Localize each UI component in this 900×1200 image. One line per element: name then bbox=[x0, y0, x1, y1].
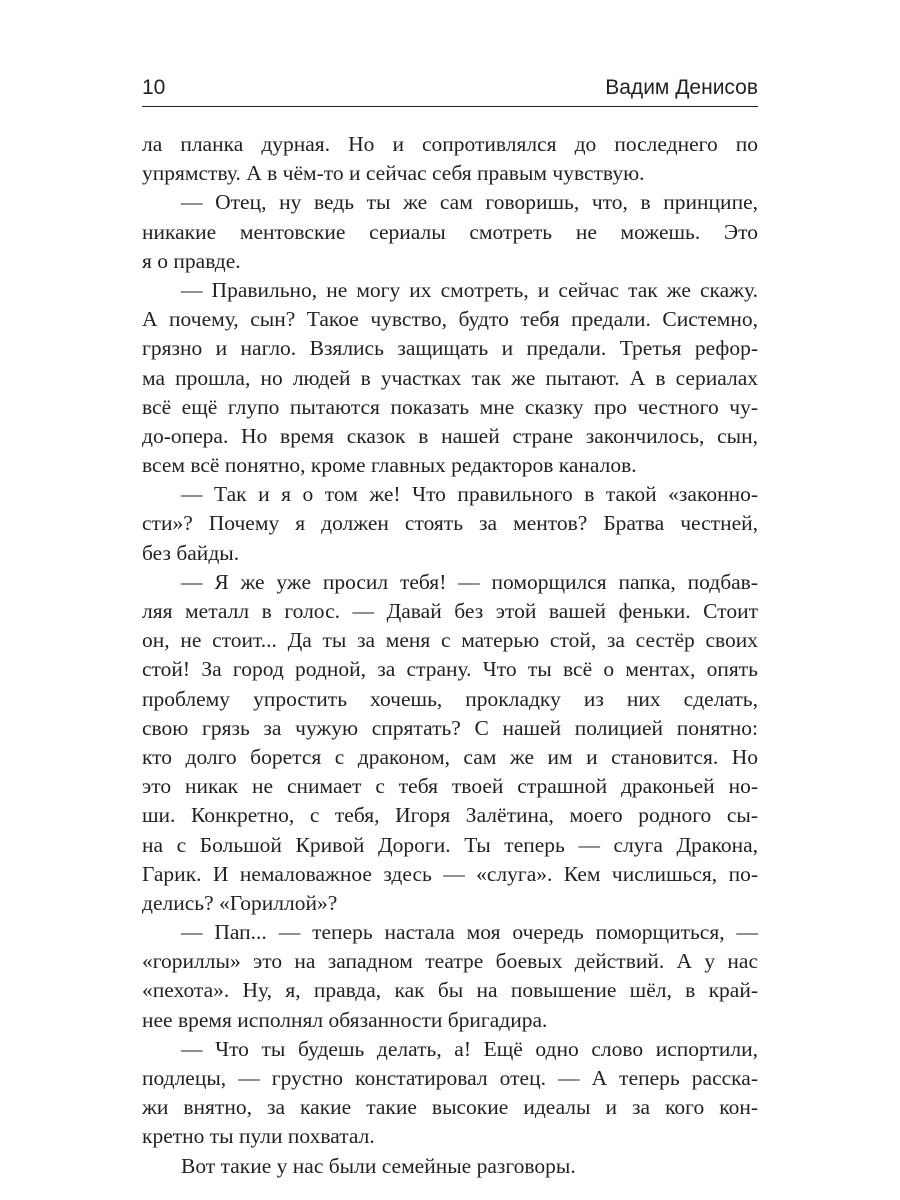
text-line: А почему, сын? Такое чувство, будто тебя предали. Системно, bbox=[142, 307, 758, 332]
text-line: ма прошла, но людей в участках так же пытают. А в сериалах bbox=[142, 365, 758, 390]
text-line: ляя металл в голос. — Давай без этой вашей феньки. Стоит bbox=[142, 599, 758, 623]
text-line: он, не стоит... Да ты за меня с матерью стой, за сестёр своих bbox=[142, 628, 758, 653]
text-line: подлецы, — грустно констатировал отец. — А теперь расска- bbox=[142, 1066, 758, 1090]
running-header bbox=[142, 72, 758, 107]
text-line: проблему упростить хочешь, прокладку из них сделать, bbox=[142, 686, 758, 711]
text-line: ла планка дурная. Но и сопротивлялся до последнего по bbox=[142, 132, 758, 156]
text-line: — Так и я о том же! Что правильного в такой «законно- bbox=[181, 482, 758, 507]
text-line: жи внятно, за какие такие высокие идеалы и за кого кон- bbox=[142, 1095, 758, 1120]
text-line: «пехота». Ну, я, правда, как бы на повышение шёл, в край- bbox=[142, 978, 758, 1003]
text-line: — Что ты будешь делать, а! Ещё одно слово испортили, bbox=[181, 1036, 758, 1061]
text-line: ши. Конкретно, с тебя, Игоря Залётина, моего родного сы- bbox=[142, 803, 758, 828]
text-line: стой! За город родной, за страну. Что ты всё о ментах, опять bbox=[142, 657, 758, 682]
text-line: — Я же уже просил тебя! — поморщился папка, подбав- bbox=[181, 569, 758, 594]
text-line: Вот такие у нас были семейные разговоры. bbox=[181, 1153, 576, 1178]
text-line: — Правильно, не могу их смотреть, и сейчас так же скажу. bbox=[181, 277, 758, 302]
text-line: это никак не снимает с тебя твоей страшной драконьей но- bbox=[142, 774, 758, 799]
text-line: всем всё понятно, кроме главных редакторов каналов. bbox=[142, 453, 637, 478]
text-line: упрямству. А в чём-то и сейчас себя правым чувствую. bbox=[142, 161, 645, 186]
text-line: всё ещё глупо пытаются показать мне сказку про честного чу- bbox=[142, 394, 758, 419]
text-line: сти»? Почему я должен стоять за ментов? Братва честней, bbox=[142, 511, 758, 536]
text-line: «гориллы» это на западном театре боевых действий. А у нас bbox=[142, 949, 758, 974]
author-name: Вадим Денисов bbox=[605, 76, 758, 99]
text-line: на с Большой Кривой Дороги. Ты теперь — слуга Дракона, bbox=[142, 832, 758, 857]
text-line: — Отец, ну ведь ты же сам говоришь, что, в принципе, bbox=[181, 190, 758, 215]
text-line: свою грязь за чужую спрятать? С нашей полицией понятно: bbox=[142, 715, 758, 740]
text-line: кретно ты пули похватал. bbox=[142, 1124, 375, 1149]
text-line: — Пап... — теперь настала моя очередь поморщиться, — bbox=[181, 920, 758, 945]
text-line: Гарик. И немаловажное здесь — «слуга». Кем числишься, по- bbox=[142, 861, 758, 886]
text-line: я о правде. bbox=[142, 248, 241, 273]
page-number: 10 bbox=[142, 76, 166, 99]
text-line: без байды. bbox=[142, 540, 240, 565]
text-line: нее время исполнял обязанности бригадира. bbox=[142, 1007, 548, 1032]
text-line: до-опера. Но время сказок в нашей стране закончилось, сын, bbox=[142, 423, 758, 448]
text-line: никакие ментовские сериалы смотреть не можешь. Это bbox=[142, 219, 758, 244]
text-line: грязно и нагло. Взялись защищать и предали. Третья рефор- bbox=[142, 336, 758, 361]
text-line: кто долго борется с драконом, сам же им и становится. Но bbox=[142, 744, 758, 769]
text-line: делись? «Гориллой»? bbox=[142, 890, 338, 915]
text-body bbox=[142, 130, 758, 1181]
